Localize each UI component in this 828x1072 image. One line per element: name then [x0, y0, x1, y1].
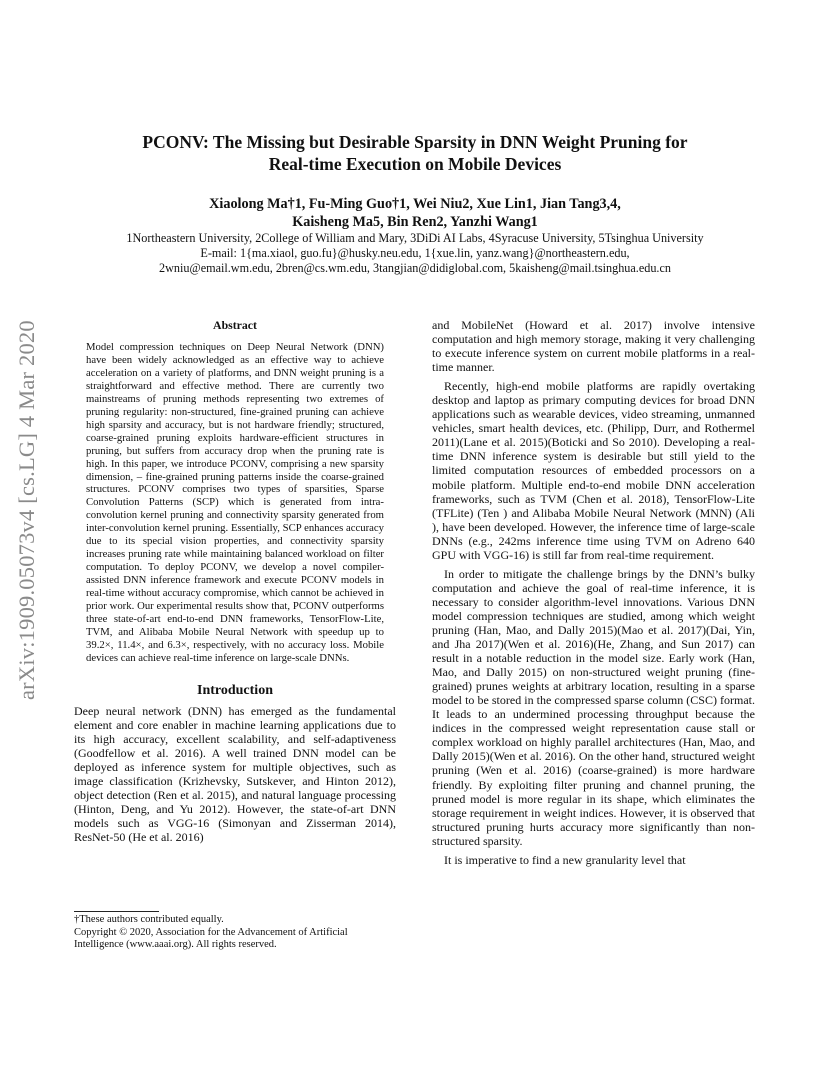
body-paragraph: and MobileNet (Howard et al. 2017) involve intensive computation and high memory storage, making it very challenging to execute inference system on current mobile platforms in a real-time manner. — [432, 318, 755, 375]
author-line: Xiaolong Ma†1, Fu-Ming Guo†1, Wei Niu2, Xue Lin1, Jian Tang3,4, — [209, 196, 621, 212]
body-paragraph: Recently, high-end mobile platforms are rapidly overtaking desktop and laptop as primary computing devices for broad DNN applications such as wearable devices, video streaming, unmanned vehicles, smart health devices, etc. (Philipp, Durr, and Rothermel 2011)(Lane et al. 2015)(Boticki and So 2010). Developing a real-time DNN inference system is desirable but still yield to the limited computation resources of embedded processors on a mobile platform. Multiple end-to-end mobile DNN acceleration frameworks, such as TVM (Chen et al. 2018), TensorFlow-Lite (TFLite) (Ten ) and Alibaba Mobile Neural Network (MNN) (Ali ), have been developed. However, the inference time of large-scale DNNs (e.g., 242ms inference time using TVM on Adreno 640 GPU with VGG-16) is still far from real-time requirement. — [432, 379, 755, 562]
arxiv-identifier: arXiv:1909.05073v4 [cs.LG] 4 Mar 2020 — [14, 320, 39, 700]
body-paragraph: It is imperative to find a new granularity level that — [444, 852, 686, 867]
footnote-equal-contribution: †These authors contributed equally. — [74, 914, 224, 925]
author-line: Kaisheng Ma5, Bin Ren2, Yanzhi Wang1 — [292, 214, 538, 230]
right-column — [432, 318, 755, 867]
affiliations — [70, 231, 760, 276]
footnote-divider — [74, 911, 159, 912]
abstract-text: Model compression techniques on Deep Neural Network (DNN) have been widely acknowledged as an effective way to achieve acceleration on a variety of platforms, and DNN weight pruning is a straightforward and effective method. There are currently two mainstreams of pruning methods representing two extremes of pruning regularity: non-structured, fine-grained pruning can achieve high sparsity and accuracy, but is not hardware friendly; structured, coarse-grained pruning exploits hardware-efficient structures in pruning, but suffers from accuracy drop when the pruning rate is high. In this paper, we introduce PCONV, comprising a new sparsity dimension, – fine-grained pruning patterns inside the coarse-grained structures. PCONV comprises two types of sparsities, Sparse Convolution Patterns (SCP) which is generated from intra-convolution kernel pruning and connectivity sparsity generated from inter-convolution kernel pruning. Essentially, SCP enhances accuracy due to its special vision properties, and connectivity sparsity increases pruning rate while maintaining balanced workload on filter computation. To deploy PCONV, we develop a novel compiler-assisted DNN inference framework and execute PCONV models in real-time without accuracy compromise, which cannot be achieved in prior work. Our experimental results show that, PCONV outperforms three state-of-art end-to-end DNN frameworks, TensorFlow-Lite, TVM, and Alibaba Mobile Neural Network with speedup up to 39.2×, 11.4×, and 6.3×, respectively, with no accuracy loss. Mobile devices can achieve real-time inference on large-scale DNNs. — [86, 341, 384, 664]
copyright-notice: Copyright © 2020, Association for the Advancement of Artificial Intelligence (www.aaai.org). All rights reserved. — [74, 926, 348, 950]
left-column — [74, 318, 396, 844]
author-list — [90, 195, 740, 231]
title-line: Real-time Execution on Mobile Devices — [268, 154, 562, 174]
email-line: 2wniu@email.wm.edu, 2bren@cs.wm.edu, 3tangjian@didiglobal.com, 5kaisheng@mail.tsinghua.edu.cn — [159, 261, 671, 275]
footnotes — [74, 914, 396, 952]
email-line: E-mail: 1{ma.xiaol, guo.fu}@husky.neu.edu, 1{xue.lin, yanz.wang}@northeastern.edu, — [200, 246, 630, 260]
body-paragraph: In order to mitigate the challenge brings by the DNN’s bulky computation and achieve the goal of real-time inference, it is necessary to consider algorithm-level innovations. Various DNN model compression techniques are studied, among which weight pruning (Han, Mao, and Dally 2015)(Mao et al. 2017)(Dai, Yin, and Jha 2017)(Wen et al. 2016)(He, Zhang, and Sun 2017) can result in a notable reduction in the model size. Early work (Han, Mao, and Dally 2015) on non-structured weight pruning (fine-grained) prunes weights at arbitrary location, resulting in a sparse model to be stored in the compressed sparse column (CSC) format. It leads to an undermined processing throughput because the indices in the compressed weight representation cause stall or complex workload on highly parallel architectures (Han, Mao, and Dally 2015)(Wen et al. 2016). On the other hand, structured weight pruning (Wen et al. 2016) (coarse-grained) is more hardware friendly. By exploiting filter pruning and channel pruning, the pruned model is more regular in its shape, which eliminates the storage requirement in weight indices. However, it is observed that structured pruning hurts accuracy more significantly than non-structured sparsity. — [432, 566, 755, 848]
paper-title — [90, 131, 740, 175]
title-line: PCONV: The Missing but Desirable Sparsity in DNN Weight Pruning for — [142, 132, 688, 152]
affiliation-line: 1Northeastern University, 2College of William and Mary, 3DiDi AI Labs, 4Syracuse University, 5Tsinghua University — [126, 231, 704, 245]
introduction-heading: Introduction — [197, 682, 273, 698]
abstract-heading: Abstract — [213, 318, 257, 332]
intro-paragraph: Deep neural network (DNN) has emerged as the fundamental element and core enabler in machine learning applications due to its high accuracy, excellent scalability, and self-adaptiveness (Goodfellow et al. 2016). A well trained DNN model can be deployed as inference system for multiple objectives, such as image classification (Krizhevsky, Sutskever, and Hinton 2012), object detection (Ren et al. 2015), and natural language processing (Hinton, Deng, and Yu 2012). However, the state-of-art DNN models such as VGG-16 (Simonyan and Zisserman 2014), ResNet-50 (He et al. 2016) — [74, 703, 396, 845]
